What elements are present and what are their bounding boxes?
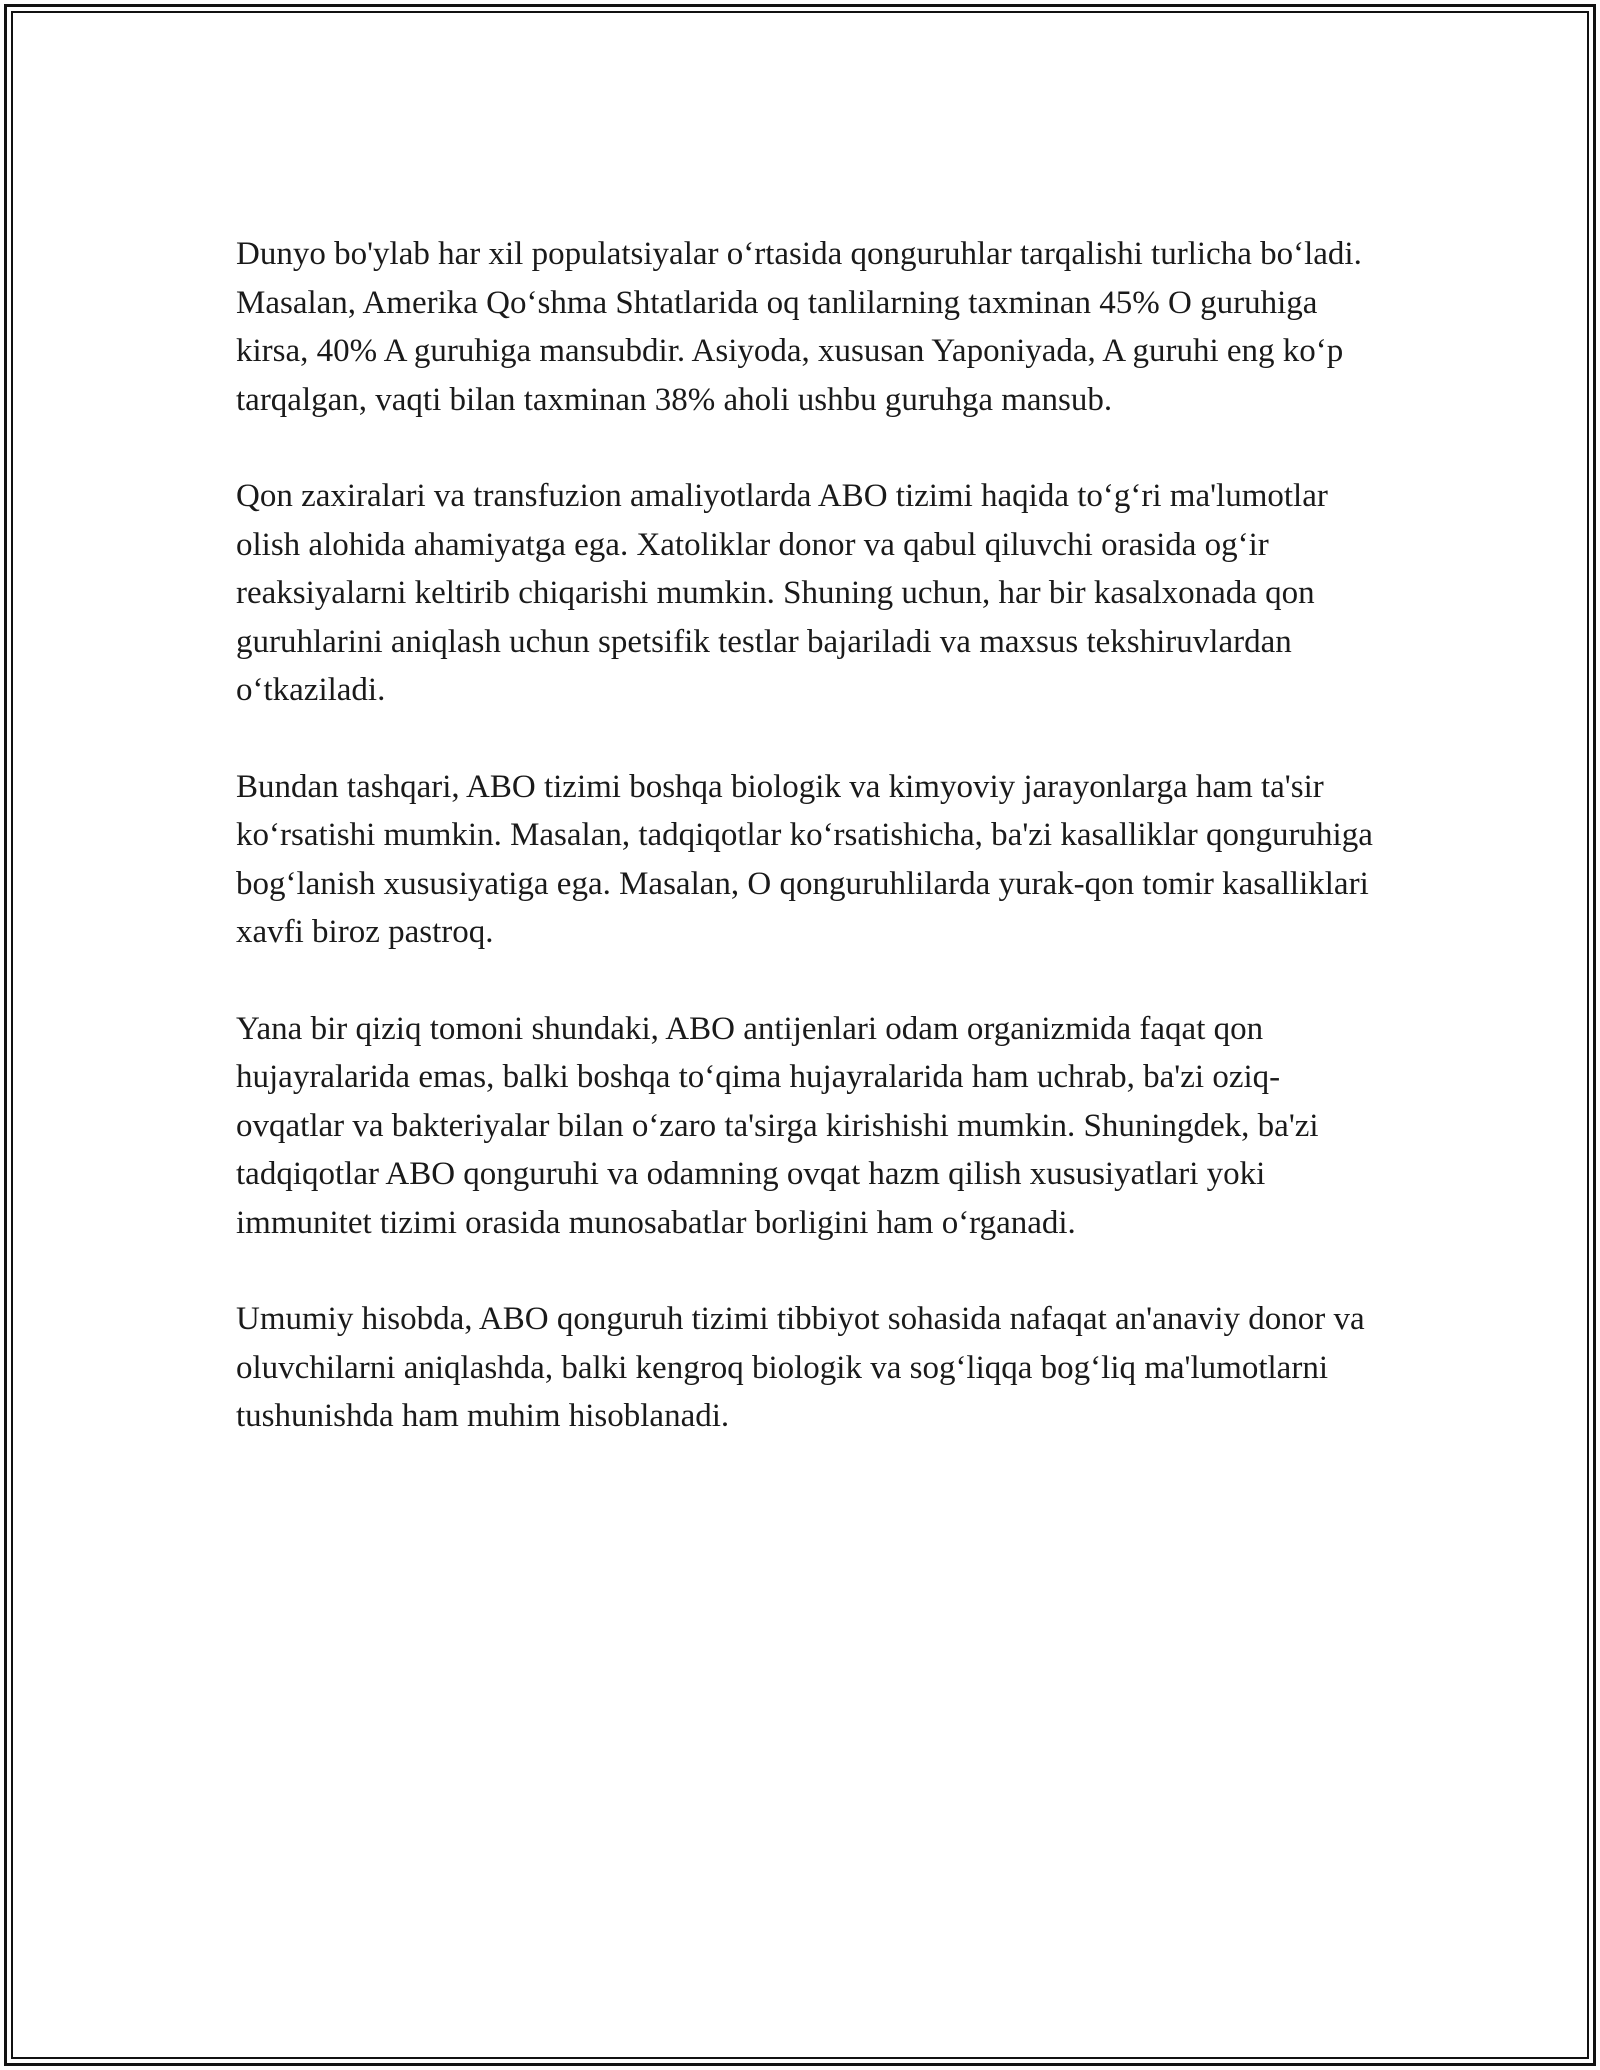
document-body: [236, 230, 1376, 1489]
paragraph-1: Dunyo bo'ylab har xil populatsiyalar o‘rtasida qonguruhlar tarqalishi turlicha bo‘ladi. Masalan, Amerika Qo‘shma Shtatlarida oq tanlilarning taxminan 45% O guruhiga kirsa, 40% A guruhiga mansubdir. Asiyoda, xususan Yaponiyada, A guruhi eng ko‘p tarqalgan, vaqti bilan taxminan 38% aholi ushbu guruhga mansub.: [236, 236, 1362, 418]
paragraph-4: Yana bir qiziq tomoni shundaki, ABO antijenlari odam organizmida faqat qon hujayralarida emas, balki boshqa to‘qima hujayralarida ham uchrab, ba'zi oziq-ovqatlar va bakteriyalar bilan o‘zaro ta'sirga kirishishi mumkin. Shuningdek, ba'zi tadqiqotlar ABO qonguruhi va odamning ovqat hazm qilish xususiyatlari yoki immunitet tizimi orasida munosabatlar borligini ham o‘rganadi.: [236, 1010, 1319, 1241]
paragraph-5: Umumiy hisobda, ABO qonguruh tizimi tibbiyot sohasida nafaqat an'anaviy donor va oluvchilarni aniqlashda, balki kengroq biologik va sog‘liqqa bog‘liq ma'lumotlarni tushunishda ham muhim hisoblanadi.: [236, 1301, 1365, 1434]
paragraph-3: Bundan tashqari, ABO tizimi boshqa biologik va kimyoviy jarayonlarga ham ta'sir ko‘rsatishi mumkin. Masalan, tadqiqotlar ko‘rsatishicha, ba'zi kasalliklar qonguruhiga bog‘lanish xususiyatiga ega. Masalan, O qonguruhlilarda yurak-qon tomir kasalliklari xavfi biroz pastroq.: [236, 768, 1373, 950]
paragraph-2: Qon zaxiralari va transfuzion amaliyotlarda ABO tizimi haqida to‘g‘ri ma'lumotlar olish alohida ahamiyatga ega. Xatoliklar donor va qabul qiluvchi orasida og‘ir reaksiyalarni keltirib chiqarishi mumkin. Shuning uchun, har bir kasalxonada qon guruhlarini aniqlash uchun spetsifik testlar bajariladi va maxsus tekshiruvlardan o‘tkaziladi.: [236, 478, 1328, 708]
